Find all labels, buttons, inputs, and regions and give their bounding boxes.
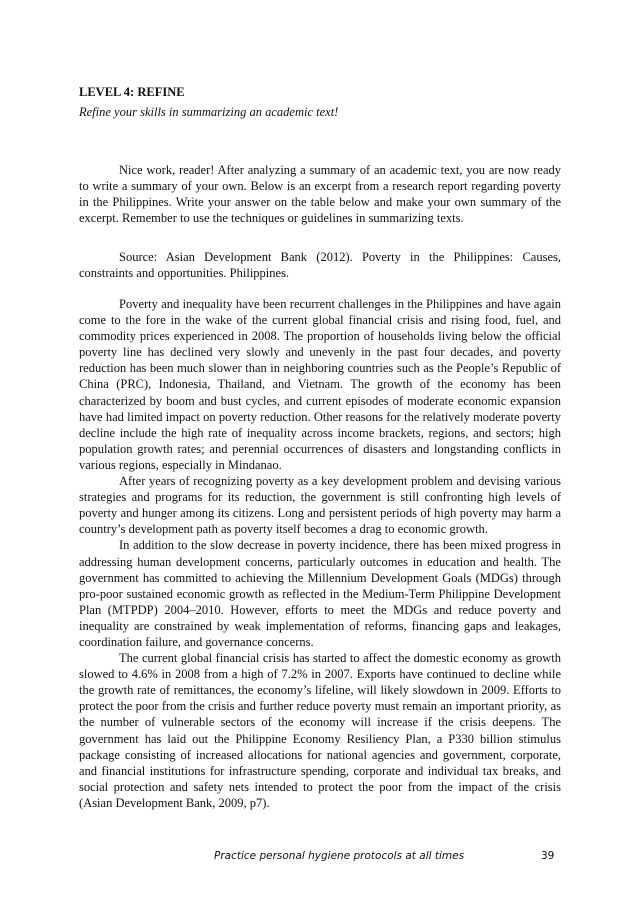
- intro-block: [79, 162, 561, 226]
- level-heading: LEVEL 4: REFINE: [79, 85, 185, 99]
- intro-paragraph: Nice work, reader! After analyzing a summary of an academic text, you are now ready to write a summary of your own. Below is an excerpt from a research report regarding poverty in the Philippines. Write your answer on the table below and make your own summary of the excerpt. Remember to use the techniques or guidelines in summarizing texts.: [79, 163, 561, 226]
- excerpt-paragraph-3: In addition to the slow decrease in poverty incidence, there has been mixed progress in addressing human development concerns, particularly outcomes in education and health. The government has committed to achieving the Millennium Development Goals (MDGs) through pro-poor sustained economic growth as reflected in the Medium-Term Philippine Development Plan (MTPDP) 2004–2010. However, efforts to meet the MDGs and reduce poverty and inequality are constrained by weak implementation of reforms, financing gaps and leakages, coordination failure, and governance concerns.: [79, 538, 561, 649]
- page-footer: [0, 850, 638, 866]
- excerpt-paragraph-2: After years of recognizing poverty as a key development problem and devising various strategies and programs for its reduction, the government is still confronting high levels of poverty and hunger among its citizens. Long and persistent periods of high poverty may harm a country’s development path as poverty itself becomes a drag to economic growth.: [79, 474, 561, 537]
- excerpt-paragraph-1: Poverty and inequality have been recurrent challenges in the Philippines and have again come to the fore in the wake of the current global financial crisis and rising food, fuel, and commodity prices experienced in 2008. The proportion of households living below the official poverty line has declined very slowly and unevenly in the past four decades, and poverty reduction has been much slower than in neighboring countries such as the People’s Republic of China (PRC), Indonesia, Thailand, and Vietnam. The growth of the economy has been characterized by boom and bust cycles, and current episodes of moderate economic expansion have had limited impact on poverty reduction. Other reasons for the relatively moderate poverty decline include the high rate of inequality across income brackets, regions, and sectors; high population growth rates; and perennial occurrences of disasters and longstanding conflicts in various regions, especially in Mindanao.: [79, 297, 561, 472]
- excerpt-paragraph-4: The current global financial crisis has started to affect the domestic economy as growth slowed to 4.6% in 2008 from a high of 7.2% in 2007. Exports have continued to decline while the growth rate of remittances, the economy’s lifeline, will likely slowdown in 2009. Efforts to protect the poor from the crisis and further reduce poverty must remain an important priority, as the number of vulnerable sectors of the economy will increase if the crisis deepens. The government has laid out the Philippine Economy Resiliency Plan, a P330 billion stimulus package consisting of increased allocations for national agencies and government, corporate, and financial institutions for infrastructure spending, corporate and individual tax breaks, and social protection and safety nets intended to protect the poor from the impact of the crisis (Asian Development Bank, 2009, p7).: [79, 651, 561, 810]
- source-block: [79, 249, 561, 281]
- footer-reminder: Practice personal hygiene protocols at all times: [214, 850, 465, 862]
- level-subheading: Refine your skills in summarizing an academic text!: [79, 105, 339, 119]
- source-citation: Source: Asian Development Bank (2012). Poverty in the Philippines: Causes, constraints and opportunities. Philippines.: [79, 250, 561, 281]
- excerpt-block: [79, 296, 561, 811]
- page-number: 39: [541, 850, 555, 862]
